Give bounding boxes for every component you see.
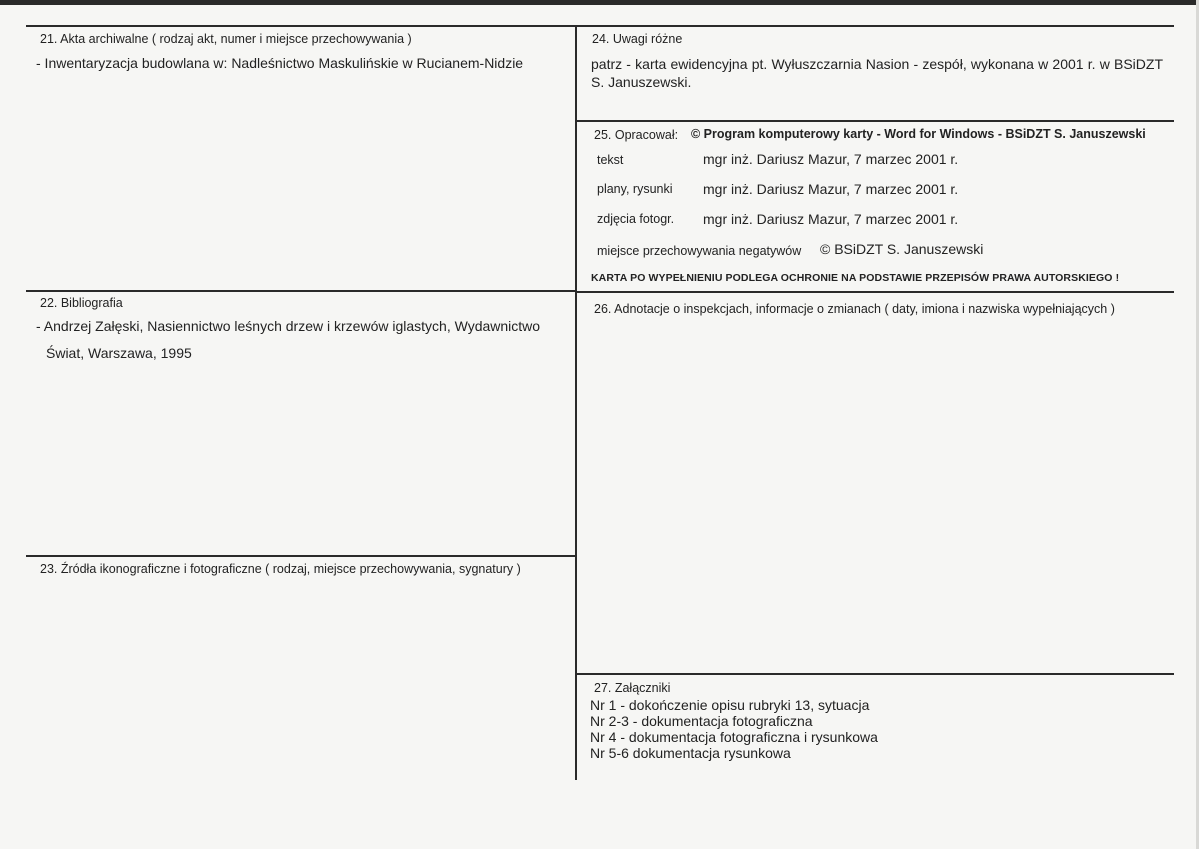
author-row-value: mgr inż. Dariusz Mazur, 7 marzec 2001 r. (703, 151, 959, 167)
attachment-item: Nr 1 - dokończenie opisu rubryki 13, sytuacja (590, 697, 870, 713)
negatives-value: © BSiDZT S. Januszewski (820, 241, 984, 257)
attachment-item: Nr 4 - dokumentacja fotograficzna i rysunkowa (590, 729, 878, 745)
section-27-label: 27. Załączniki (594, 681, 671, 695)
attachment-item: Nr 2-3 - dokumentacja fotograficzna (590, 713, 813, 729)
attachment-item: Nr 5-6 dokumentacja rysunkowa (590, 745, 791, 761)
section-22-label: 22. Bibliografia (40, 296, 123, 310)
scan-top-edge (0, 0, 1199, 5)
author-row-label: tekst (597, 153, 624, 167)
bibliography-line-1: - Andrzej Załęski, Nasiennictwo leśnych drzew i krzewów iglastych, Wydawnictwo (36, 318, 541, 334)
copyright-notice: © Program komputerowy karty - Word for Windows - BSiDZT S. Januszewski (691, 127, 1146, 141)
section-21-value: - Inwentaryzacja budowlana w: Nadleśnictwo Maskulińskie w Rucianem-Nidzie (36, 55, 524, 71)
section-24-label: 24. Uwagi różne (592, 32, 683, 46)
section-26-label: 26. Adnotacje o inspekcjach, informacje o zmianach ( daty, imiona i nazwiska wypełniających ) (594, 302, 1115, 316)
center-divider (575, 25, 577, 780)
divider-26-27 (577, 673, 1174, 675)
author-row-value: mgr inż. Dariusz Mazur, 7 marzec 2001 r. (703, 211, 959, 227)
divider-22-23 (26, 555, 576, 557)
bibliography-line-2: Świat, Warszawa, 1995 (46, 345, 192, 361)
section-23-label: 23. Źródła ikonograficzne i fotograficzne ( rodzaj, miejsce przechowywania, sygnatury ) (40, 562, 521, 576)
author-row-value: mgr inż. Dariusz Mazur, 7 marzec 2001 r. (703, 181, 959, 197)
top-border (26, 25, 1174, 27)
negatives-label: miejsce przechowywania negatywów (597, 244, 802, 258)
section-25-label: 25. Opracował: (594, 128, 679, 142)
copyright-warning: KARTA PO WYPEŁNIENIU PODLEGA OCHRONIE NA PODSTAWIE PRZEPISÓW PRAWA AUTORSKIEGO ! (591, 272, 1120, 284)
divider-24-25 (577, 120, 1174, 122)
author-row-label: zdjęcia fotogr. (597, 212, 675, 226)
section-24-value: patrz - karta ewidencyjna pt. Wyłuszczarnia Nasion - zespół, wykonana w 2001 r. w BSiDZT S. Januszewski. (591, 56, 1163, 90)
divider-21-22 (26, 290, 576, 292)
section-21-label: 21. Akta archiwalne ( rodzaj akt, numer i miejsce przechowywania ) (40, 32, 412, 46)
author-row-label: plany, rysunki (597, 182, 673, 196)
divider-25-26 (577, 291, 1174, 293)
